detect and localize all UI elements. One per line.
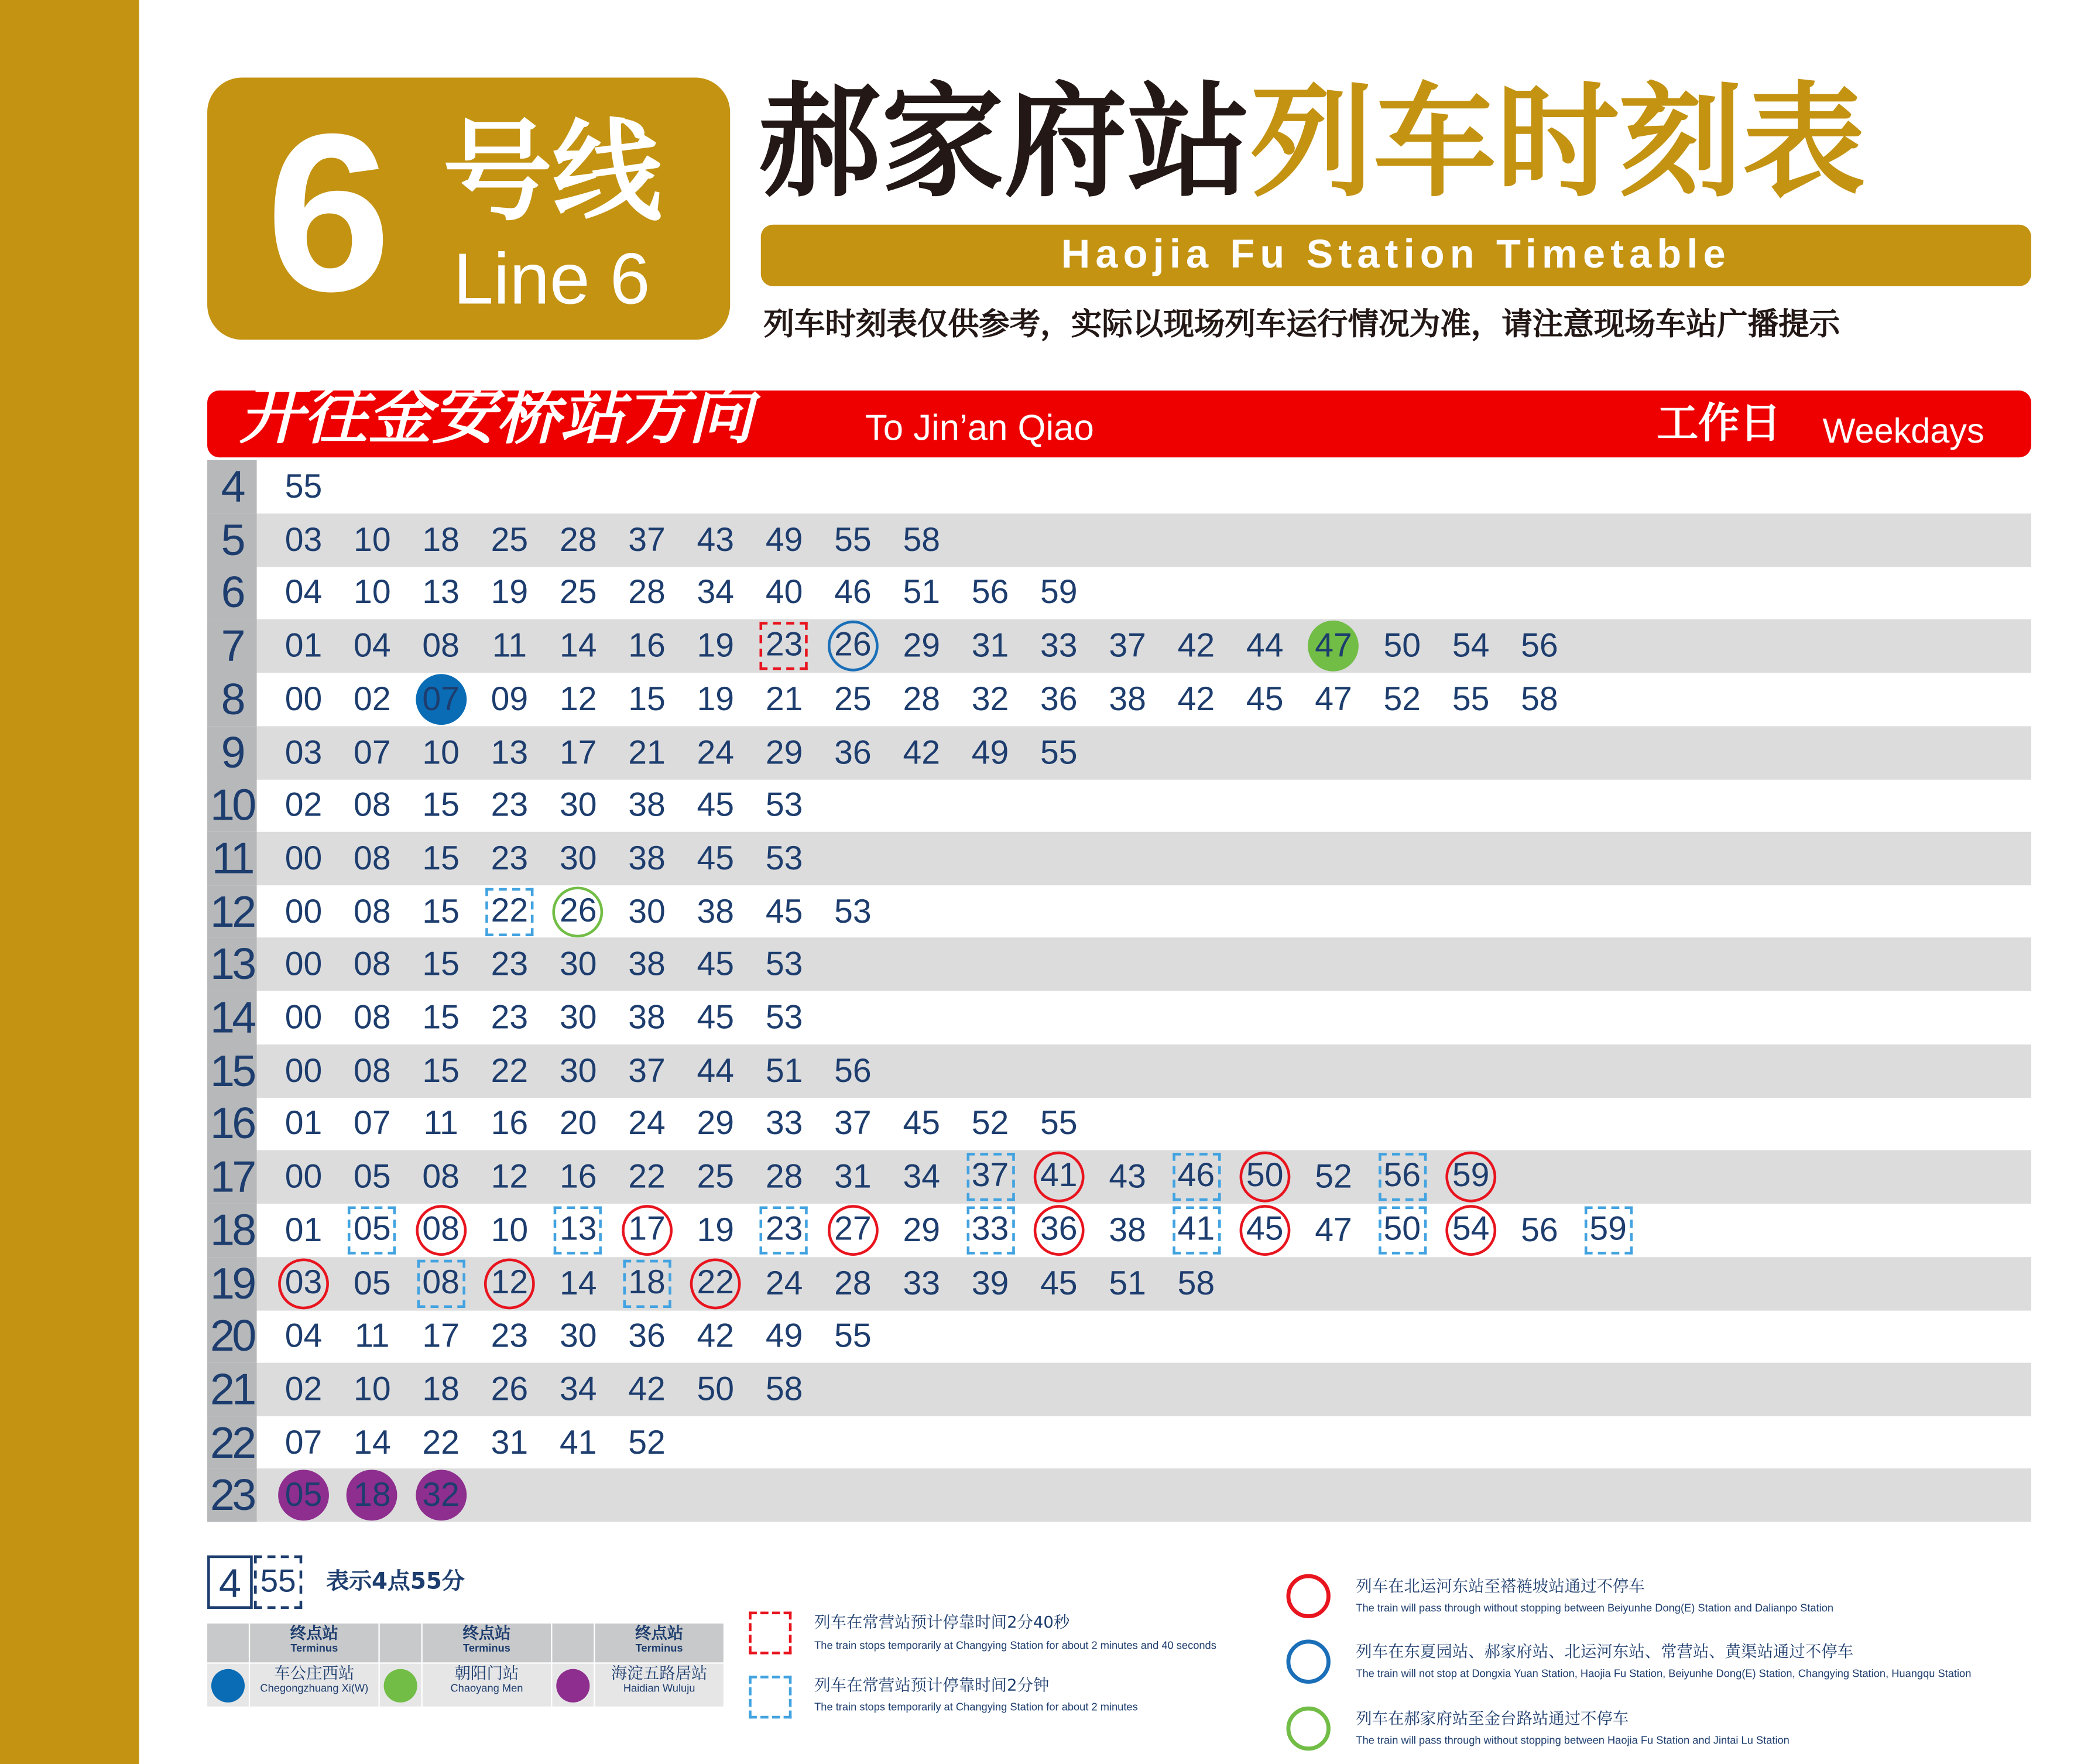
departure-minute: 46 — [1172, 1153, 1220, 1201]
hour-row — [207, 1097, 2031, 1150]
departure-minute: 56 — [1521, 627, 1558, 665]
departure-minute: 15 — [422, 999, 460, 1037]
departure-minute: 31 — [491, 1423, 529, 1461]
departure-minute: 01 — [284, 1211, 323, 1249]
hour-label: 14 — [207, 991, 257, 1044]
departure-minute: 20 — [559, 1105, 597, 1143]
example-minute: 55 — [254, 1556, 302, 1609]
direction-en: To Jin’an Qiao — [865, 407, 1094, 448]
departure-minute: 19 — [697, 1211, 735, 1249]
terminus-header: 终点站 Terminus — [595, 1623, 724, 1662]
hour-row — [207, 566, 2031, 619]
departure-minute: 55 — [834, 1317, 872, 1355]
hour-row — [207, 1044, 2031, 1097]
departure-minute: 25 — [559, 574, 597, 612]
departure-minute: 01 — [284, 627, 323, 665]
hour-label: 20 — [207, 1310, 257, 1363]
departure-minute: 19 — [697, 680, 735, 718]
departure-minute: 10 — [491, 1211, 529, 1249]
departure-minute: 10 — [354, 521, 391, 559]
departure-minute: 38 — [697, 892, 735, 930]
hour-row — [207, 1150, 2031, 1204]
departure-minute: 15 — [422, 1052, 460, 1090]
departure-minute: 38 — [628, 999, 666, 1037]
departure-minute: 29 — [903, 627, 940, 665]
departure-minute: 10 — [422, 733, 460, 771]
departure-minute: 08 — [354, 1052, 391, 1090]
hour-row — [207, 513, 2031, 566]
departure-minute: 04 — [354, 627, 391, 665]
legend-blue-circle-cn: 列车在东夏园站、郝家府站、北运河东站、常营站、黄渠站通过不停车 — [1356, 1642, 1854, 1662]
departure-minute: 14 — [354, 1423, 391, 1461]
departure-minute: 24 — [628, 1105, 666, 1143]
page-title — [758, 70, 1865, 217]
departure-minute: 44 — [697, 1052, 735, 1090]
departure-minute: 44 — [1246, 627, 1284, 665]
departure-minute: 37 — [834, 1105, 872, 1143]
hour-row — [207, 885, 2031, 938]
departure-minute: 03 — [278, 1258, 329, 1309]
departure-minute: 05 — [354, 1158, 391, 1196]
terminus-header: 终点站 Terminus — [423, 1623, 551, 1662]
departure-minute: 18 — [347, 1470, 397, 1521]
departure-minute: 50 — [1378, 1206, 1426, 1254]
hour-label: 9 — [207, 725, 257, 779]
departure-minute: 08 — [354, 999, 391, 1037]
departure-minute: 24 — [765, 1264, 803, 1302]
departure-minute: 36 — [1033, 1205, 1084, 1256]
hour-label: 15 — [207, 1044, 257, 1097]
departure-minute: 45 — [697, 946, 735, 984]
departure-minute: 21 — [628, 733, 666, 771]
departure-minute: 53 — [765, 786, 803, 824]
departure-minute: 55 — [1040, 1105, 1078, 1143]
legend-red-circle-en: The train will pass through without stopping between Beiyunhe Dong(E) Station and Dalianpo Station — [1356, 1602, 1834, 1615]
departure-minute: 23 — [491, 946, 529, 984]
departure-minute: 56 — [834, 1052, 872, 1090]
departure-minute: 10 — [354, 574, 391, 612]
departure-minute: 42 — [1177, 627, 1215, 665]
departure-minute: 17 — [559, 733, 597, 771]
departure-minute: 18 — [422, 1371, 460, 1409]
departure-minute: 19 — [697, 627, 735, 665]
departure-minute: 30 — [628, 892, 666, 930]
departure-minute: 45 — [697, 840, 735, 878]
departure-minute: 43 — [697, 521, 735, 559]
departure-minute: 14 — [559, 627, 597, 665]
hour-row — [207, 1310, 2031, 1363]
departure-minute: 50 — [1239, 1152, 1290, 1203]
departure-minute: 51 — [1109, 1264, 1146, 1302]
departure-minute: 26 — [828, 621, 879, 672]
departure-minute: 33 — [903, 1264, 940, 1302]
departure-minute: 56 — [1521, 1211, 1558, 1249]
terminus-header-spacer — [552, 1623, 594, 1662]
english-title-bar: Haojia Fu Station Timetable — [761, 225, 2031, 286]
departure-minute: 41 — [1172, 1206, 1220, 1254]
departure-minute: 37 — [966, 1153, 1014, 1201]
departure-minute: 45 — [1040, 1264, 1078, 1302]
departure-minute: 33 — [966, 1206, 1014, 1254]
departure-minute: 00 — [284, 840, 323, 878]
departure-minute: 51 — [765, 1052, 803, 1090]
departure-minute: 03 — [284, 733, 323, 771]
departure-minute: 53 — [765, 840, 803, 878]
departure-minute: 29 — [765, 733, 803, 771]
hour-row — [207, 1416, 2031, 1469]
departure-minute: 52 — [971, 1105, 1009, 1143]
departure-minute: 37 — [1109, 627, 1146, 665]
departure-minute: 42 — [903, 733, 940, 771]
terminus-purple-dot — [556, 1669, 589, 1703]
hour-row — [207, 1203, 2031, 1256]
departure-minute: 41 — [1033, 1152, 1084, 1203]
terminus-header-spacer — [207, 1623, 249, 1662]
departure-minute: 08 — [354, 786, 391, 824]
departure-minute: 15 — [422, 786, 460, 824]
departure-minute: 08 — [354, 840, 391, 878]
terminus-blue-dot — [211, 1669, 245, 1703]
terminus-header: 终点站 Terminus — [250, 1623, 378, 1662]
legend-blue-dashed-en: The train stops temporarily at Changying Station for about 2 minutes — [814, 1701, 1138, 1714]
departure-minute: 23 — [491, 840, 529, 878]
line-label-cn: 号线 — [443, 109, 662, 237]
departure-minute: 02 — [284, 786, 323, 824]
departure-minute: 07 — [354, 733, 391, 771]
departure-minute: 26 — [553, 886, 604, 937]
departure-minute: 08 — [422, 627, 460, 665]
day-type-en: Weekdays — [1822, 410, 1984, 451]
departure-minute: 49 — [765, 1317, 803, 1355]
departure-minute: 13 — [554, 1206, 602, 1254]
departure-minute: 22 — [485, 888, 533, 936]
departure-minute: 12 — [484, 1258, 535, 1309]
hour-row — [207, 1362, 2031, 1416]
legend-blue-circle-en: The train will not stop at Dongxia Yuan Station, Haojia Fu Station, Beiyunhe Dong(E) Station, Changying Station, Huangqu Station — [1356, 1667, 1972, 1680]
legend-blue-dashed-cn: 列车在常营站预计停靠时间2分钟 — [814, 1676, 1050, 1695]
legend-red-dashed-square — [749, 1612, 791, 1655]
departure-minute: 15 — [422, 892, 460, 930]
legend-green-circle-en: The train will pass through without stopping between Haojia Fu Station and Jintai Lu Station — [1356, 1734, 1790, 1747]
departure-minute: 54 — [1452, 627, 1490, 665]
departure-minute: 07 — [284, 1423, 323, 1461]
terminus-header-spacer — [380, 1623, 421, 1662]
departure-minute: 38 — [628, 786, 666, 824]
hour-row — [207, 779, 2031, 832]
departure-minute: 24 — [697, 733, 735, 771]
departure-minute: 52 — [1383, 680, 1421, 718]
departure-minute: 22 — [690, 1258, 741, 1309]
departure-minute: 37 — [628, 521, 666, 559]
departure-minute: 32 — [971, 680, 1009, 718]
departure-minute: 45 — [765, 892, 803, 930]
departure-minute: 14 — [559, 1264, 597, 1302]
departure-minute: 54 — [1445, 1205, 1496, 1256]
departure-minute: 56 — [971, 574, 1009, 612]
departure-minute: 27 — [828, 1205, 879, 1256]
departure-minute: 30 — [559, 840, 597, 878]
departure-minute: 56 — [1378, 1153, 1426, 1201]
departure-minute: 12 — [491, 1158, 529, 1196]
left-gold-stripe — [0, 0, 139, 1764]
departure-minute: 36 — [628, 1317, 666, 1355]
departure-minute: 23 — [491, 999, 529, 1037]
direction-cn: 开往金安桥站方向 — [239, 378, 753, 454]
departure-minute: 41 — [559, 1423, 597, 1461]
departure-minute: 08 — [422, 1158, 460, 1196]
departure-minute: 59 — [1584, 1206, 1632, 1254]
departure-minute: 31 — [971, 627, 1009, 665]
notice-text: 列车时刻表仅供参考，实际以现场列车运行情况为准，请注意现场车站广播提示 — [763, 307, 1840, 342]
station-title: 郝家府站 — [758, 71, 1250, 214]
departure-minute: 52 — [1315, 1158, 1352, 1196]
departure-minute: 38 — [628, 840, 666, 878]
departure-minute: 33 — [1040, 627, 1078, 665]
departure-minute: 13 — [491, 733, 529, 771]
departure-minute: 58 — [1521, 680, 1558, 718]
departure-minute: 29 — [903, 1211, 940, 1249]
departure-minute: 37 — [628, 1052, 666, 1090]
timetable-title: 列车时刻表 — [1250, 71, 1866, 214]
hour-row — [207, 1256, 2031, 1310]
departure-minute: 05 — [348, 1206, 396, 1254]
example-hour: 4 — [207, 1556, 253, 1609]
departure-minute: 55 — [284, 468, 323, 506]
departure-minute: 15 — [422, 946, 460, 984]
departure-minute: 09 — [491, 680, 529, 718]
departure-minute: 04 — [284, 574, 323, 612]
departure-minute: 23 — [491, 1317, 529, 1355]
departure-minute: 55 — [1040, 733, 1078, 771]
departure-minute: 19 — [491, 574, 529, 612]
departure-minute: 16 — [628, 627, 666, 665]
departure-minute: 55 — [1452, 680, 1490, 718]
departure-minute: 55 — [834, 521, 872, 559]
legend-green-circle — [1286, 1707, 1330, 1751]
departure-minute: 52 — [628, 1423, 666, 1461]
departure-minute: 07 — [416, 674, 467, 725]
hour-label: 11 — [207, 832, 257, 885]
departure-minute: 15 — [422, 840, 460, 878]
departure-minute: 51 — [903, 574, 940, 612]
departure-minute: 28 — [903, 680, 940, 718]
legend-blue-circle — [1286, 1640, 1330, 1684]
departure-minute: 31 — [834, 1158, 872, 1196]
departure-minute: 12 — [559, 680, 597, 718]
hour-row — [207, 619, 2031, 673]
terminus-table — [207, 1623, 724, 1707]
departure-minute: 23 — [760, 622, 808, 670]
departure-minute: 00 — [284, 999, 323, 1037]
departure-minute: 34 — [559, 1371, 597, 1409]
departure-minute: 10 — [354, 1371, 391, 1409]
hour-row — [207, 1469, 2031, 1522]
departure-minute: 07 — [354, 1105, 391, 1143]
departure-minute: 28 — [559, 521, 597, 559]
departure-minute: 00 — [284, 680, 323, 718]
departure-minute: 18 — [422, 521, 460, 559]
line-label-en: Line 6 — [453, 239, 650, 320]
hour-label: 21 — [207, 1362, 257, 1416]
departure-minute: 38 — [628, 946, 666, 984]
line-badge — [207, 77, 730, 340]
hour-label: 16 — [207, 1097, 257, 1150]
legend-green-circle-cn: 列车在郝家府站至金台路站通过不停车 — [1356, 1709, 1629, 1728]
departure-minute: 08 — [354, 892, 391, 930]
departure-minute: 05 — [354, 1264, 391, 1302]
hour-row — [207, 460, 2031, 513]
departure-minute: 30 — [559, 1317, 597, 1355]
departure-minute: 11 — [423, 1105, 458, 1143]
departure-minute: 16 — [491, 1105, 529, 1143]
direction-bar — [207, 378, 2031, 457]
departure-minute: 02 — [284, 1371, 323, 1409]
terminus-station-chaoyangmen: 朝阳门站 Chaoyang Men — [423, 1664, 551, 1707]
departure-minute: 17 — [622, 1205, 673, 1256]
hour-label: 7 — [207, 619, 257, 673]
departure-minute: 11 — [355, 1317, 390, 1355]
departure-minute: 01 — [284, 1105, 323, 1143]
hour-label: 22 — [207, 1416, 257, 1469]
departure-minute: 38 — [1109, 680, 1146, 718]
hour-label: 8 — [207, 673, 257, 726]
departure-minute: 50 — [1383, 627, 1421, 665]
departure-minute: 47 — [1315, 680, 1352, 718]
departure-minute: 53 — [765, 946, 803, 984]
departure-minute: 30 — [559, 946, 597, 984]
departure-minute: 05 — [278, 1470, 329, 1521]
departure-minute: 00 — [284, 1052, 323, 1090]
departure-minute: 59 — [1040, 574, 1078, 612]
departure-minute: 58 — [1177, 1264, 1215, 1302]
hour-label: 23 — [207, 1469, 257, 1522]
hour-row — [207, 673, 2031, 726]
departure-minute: 53 — [834, 892, 872, 930]
departure-minute: 28 — [834, 1264, 872, 1302]
legend-red-dashed-cn: 列车在常营站预计停靠时间2分40秒 — [814, 1612, 1070, 1632]
departure-minute: 25 — [491, 521, 529, 559]
departure-minute: 18 — [623, 1259, 671, 1307]
departure-minute: 50 — [697, 1371, 735, 1409]
legend-blue-dashed-square — [749, 1676, 791, 1718]
terminus-station-haidianwuluju: 海淀五路居站 Haidian Wuluju — [595, 1664, 724, 1707]
hour-label: 4 — [207, 460, 257, 513]
departure-minute: 17 — [422, 1317, 460, 1355]
departure-minute: 30 — [559, 786, 597, 824]
departure-minute: 38 — [1109, 1211, 1146, 1249]
departure-minute: 04 — [284, 1317, 323, 1355]
departure-minute: 22 — [628, 1158, 666, 1196]
departure-minute: 15 — [628, 680, 666, 718]
hour-label: 17 — [207, 1150, 257, 1204]
departure-minute: 16 — [559, 1158, 597, 1196]
day-type-cn: 工作日 — [1657, 400, 1781, 448]
departure-minute: 58 — [903, 521, 940, 559]
departure-minute: 26 — [491, 1371, 529, 1409]
departure-minute: 25 — [834, 680, 872, 718]
departure-minute: 40 — [765, 574, 803, 612]
legend-red-dashed-en: The train stops temporarily at Changying Station for about 2 minutes and 40 seconds — [814, 1639, 1216, 1652]
departure-minute: 42 — [697, 1317, 735, 1355]
example-caption: 表示4点55分 — [326, 1568, 465, 1596]
departure-minute: 45 — [697, 999, 735, 1037]
departure-minute: 22 — [422, 1423, 460, 1461]
departure-minute: 45 — [1246, 680, 1284, 718]
departure-minute: 03 — [284, 521, 323, 559]
departure-minute: 28 — [765, 1158, 803, 1196]
departure-minute: 34 — [903, 1158, 940, 1196]
departure-minute: 59 — [1445, 1152, 1496, 1203]
hour-label: 18 — [207, 1203, 257, 1256]
departure-minute: 58 — [765, 1371, 803, 1409]
departure-minute: 34 — [697, 574, 735, 612]
departure-minute: 36 — [1040, 680, 1078, 718]
departure-minute: 08 — [416, 1205, 467, 1256]
line-number: 6 — [266, 87, 392, 338]
departure-minute: 47 — [1315, 1211, 1352, 1249]
hour-label: 13 — [207, 938, 257, 991]
hour-row — [207, 938, 2031, 991]
departure-minute: 25 — [697, 1158, 735, 1196]
departure-minute: 00 — [284, 1158, 323, 1196]
departure-minute: 46 — [834, 574, 872, 612]
hour-row — [207, 832, 2031, 885]
hour-row — [207, 991, 2031, 1044]
legend-red-circle-cn: 列车在北运河东站至褡裢坡站通过不停车 — [1356, 1577, 1645, 1596]
departure-minute: 11 — [492, 627, 527, 665]
departure-minute: 33 — [765, 1105, 803, 1143]
departure-minute: 45 — [903, 1105, 940, 1143]
departure-minute: 02 — [354, 680, 391, 718]
departure-minute: 13 — [422, 574, 460, 612]
departure-minute: 30 — [559, 1052, 597, 1090]
departure-minute: 00 — [284, 892, 323, 930]
departure-minute: 42 — [1177, 680, 1215, 718]
departure-minute: 43 — [1109, 1158, 1146, 1196]
hour-label: 12 — [207, 885, 257, 938]
hour-label: 10 — [207, 779, 257, 832]
hour-row — [207, 725, 2031, 779]
departure-minute: 00 — [284, 946, 323, 984]
departure-minute: 29 — [697, 1105, 735, 1143]
departure-minute: 32 — [416, 1470, 467, 1521]
departure-minute: 49 — [765, 521, 803, 559]
departure-minute: 22 — [491, 1052, 529, 1090]
departure-minute: 08 — [417, 1259, 465, 1307]
legend-red-circle — [1286, 1574, 1330, 1618]
terminus-green-dot — [384, 1669, 417, 1703]
departure-minute: 39 — [971, 1264, 1009, 1302]
departure-minute: 42 — [628, 1371, 666, 1409]
hour-label: 5 — [207, 513, 257, 566]
departure-minute: 45 — [1239, 1205, 1290, 1256]
departure-minute: 23 — [491, 786, 529, 824]
departure-minute: 21 — [765, 680, 803, 718]
departure-minute: 53 — [765, 999, 803, 1037]
departure-minute: 23 — [760, 1206, 808, 1254]
departure-minute: 08 — [354, 946, 391, 984]
departure-minute: 28 — [628, 574, 666, 612]
terminus-station-chegongzhuang: 车公庄西站 Chegongzhuang Xi(W) — [250, 1664, 378, 1707]
departure-minute: 36 — [834, 733, 872, 771]
hour-label: 19 — [207, 1256, 257, 1310]
departure-minute: 30 — [559, 999, 597, 1037]
hour-label: 6 — [207, 566, 257, 619]
departure-minute: 49 — [971, 733, 1009, 771]
departure-minute: 47 — [1308, 621, 1359, 672]
departure-minute: 45 — [697, 786, 735, 824]
